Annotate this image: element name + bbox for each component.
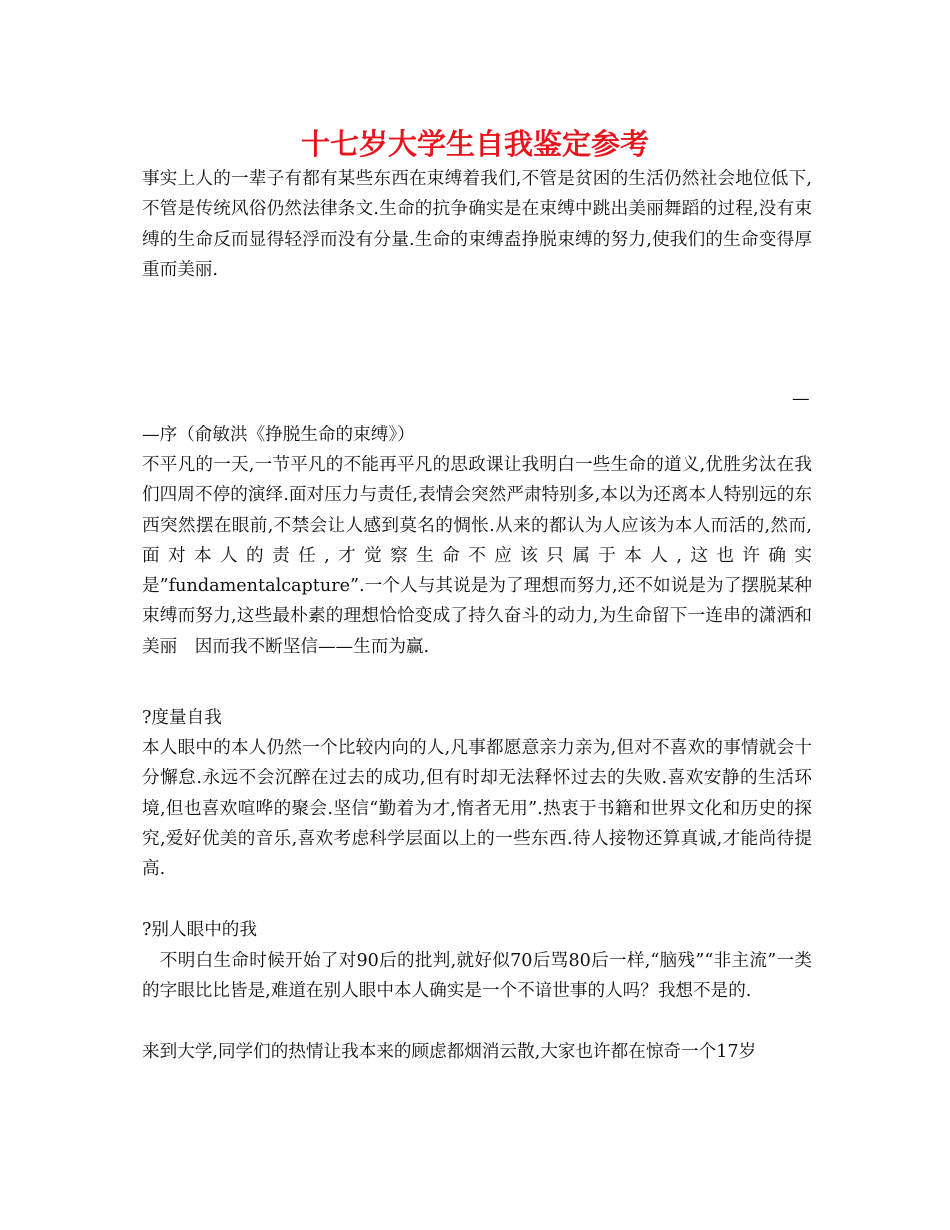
body-paragraph-1: 不平凡的一天,一节平凡的不能再平凡的思政课让我明白一些生命的道义,优胜劣汰在我们四周不停的演绎.面对压力与责任,表情会突然严肃特别多,本以为还离本人特别远的东西突然摆在眼前,不禁会让人感到莫名的惆怅.从来的都认为人应该为本人而活的,然而,面对本人的责任,才觉察生命不应该只属于本人,这也许确实是”fundamentalcapture”.一个人与其说是为了理想而努力,还不如说是为了摆脱某种束缚而努力,这些最朴素的理想恰恰变成了持久奋斗的动力,为生命留下一连串的潇洒和美丽 因而我不断坚信——生而为赢.: [142, 455, 812, 657]
document-title: 十七岁大学生自我鉴定参考: [300, 127, 649, 161]
section-heading-self: ?度量自我: [142, 708, 222, 728]
body-paragraph-2: 本人眼中的本人仍然一个比较内向的人,凡事都愿意亲力亲为,但对不喜欢的事情就会十分懈怠.永远不会沉醉在过去的成功,但有时却无法释怀过去的失败.喜欢安静的生活环境,但也喜欢喧哗的聚会.坚信“勤着为才,惰者无用”.热衷于书籍和世界文化和历史的探究,爱好优美的音乐,喜欢考虑科学层面以上的一些东西.待人接物还算真诚,才能尚待提高.: [142, 738, 812, 880]
section-heading-others: ?别人眼中的我: [142, 920, 257, 940]
dash-mark: —: [792, 389, 810, 409]
body-paragraph-3: 不明白生命时候开始了对90后的批判,就好似70后骂80后一样,“脑残”“非主流”一类的字眼比比皆是,难道在别人眼中本人确实是一个不谙世事的人吗？我想不是的.: [142, 951, 812, 1002]
body-paragraph-4: 来到大学,同学们的热情让我本来的顾虑都烟消云散,大家也许都在惊奇一个17岁: [142, 1042, 757, 1062]
preface-line: —序（俞敏洪《挣脱生命的束缚》）: [142, 425, 415, 445]
intro-paragraph: 事实上人的一辈子有都有某些东西在束缚着我们,不管是贫困的生活仍然社会地位低下,不管是传统风俗仍然法律条文.生命的抗争确实是在束缚中跳出美丽舞蹈的过程,没有束缚的生命反而显得轻浮而没有分量.生命的束缚盍挣脱束缚的努力,使我们的生命变得厚重而美丽.: [142, 169, 812, 280]
